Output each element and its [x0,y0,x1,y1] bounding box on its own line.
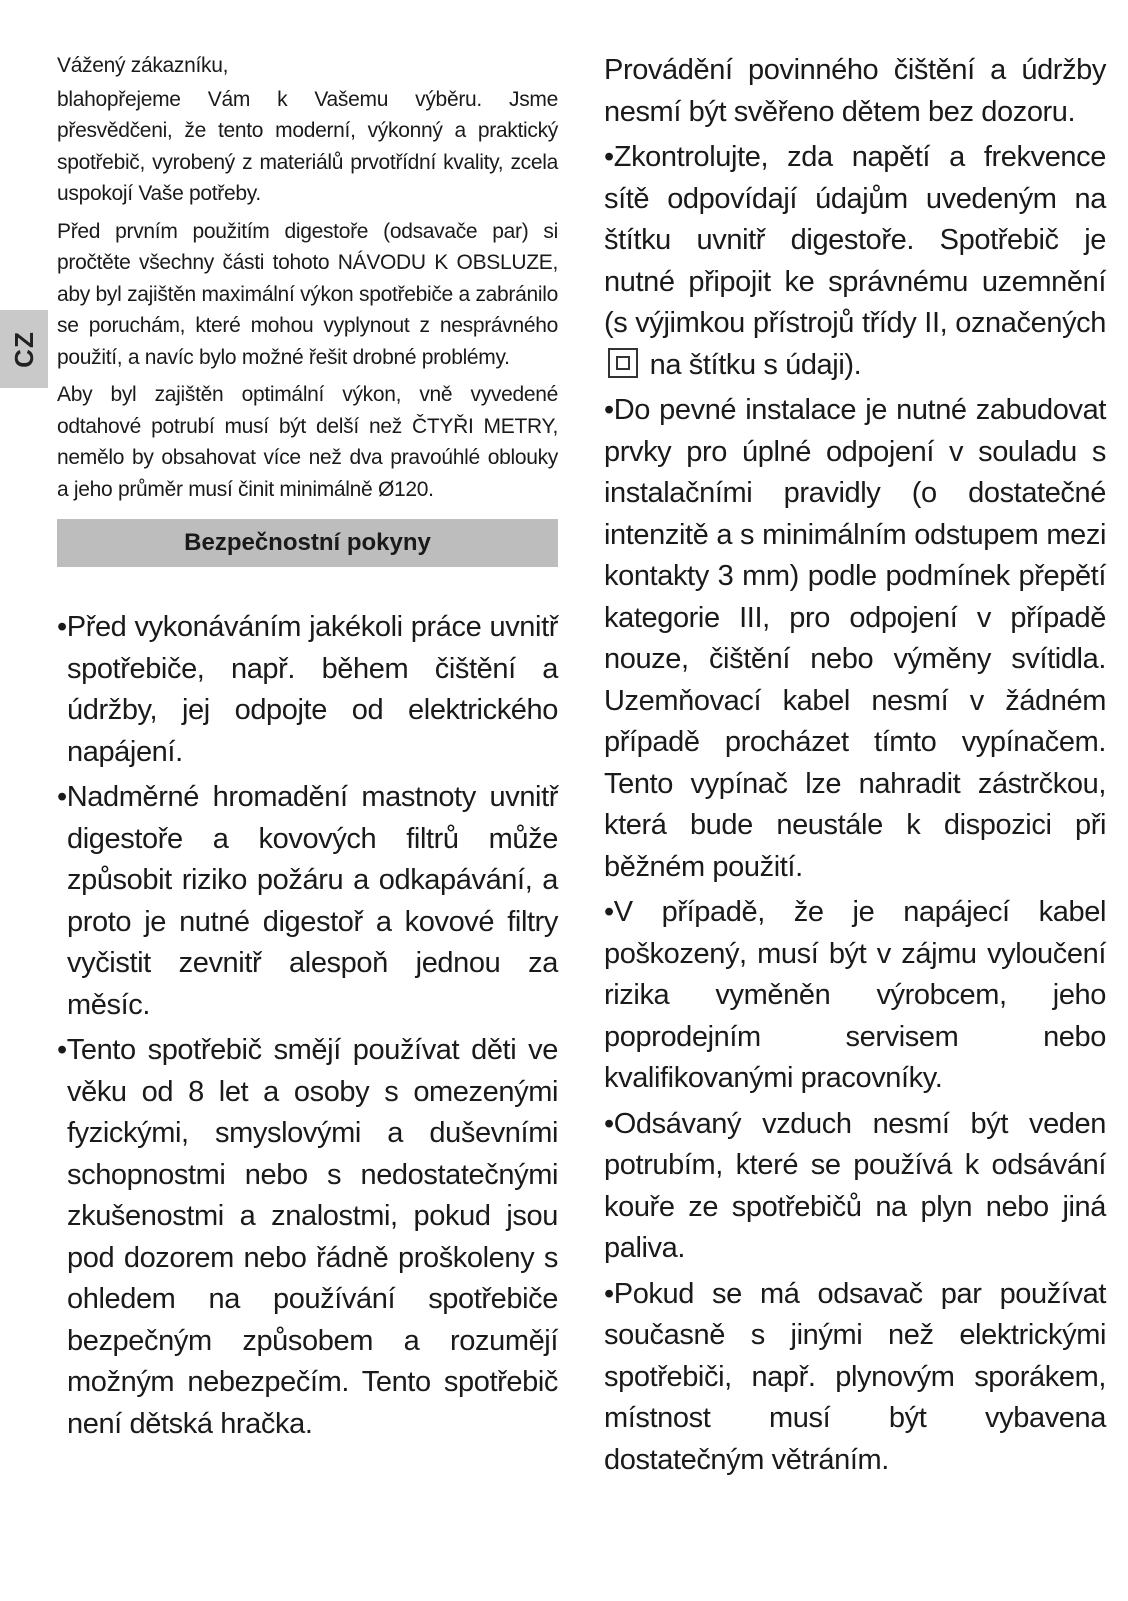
language-tab [0,310,48,388]
language-label: CZ [8,330,39,368]
safety-item-continuation: Provádění povinného čištění a údržby nesmí být svěřeno dětem bez dozoru. [604,54,1106,128]
safety-item [604,137,1106,386]
safety-item: •V případě, že je napájecí kabel poškozený, musí být v zájmu vyloučení rizika vyměněn výrobcem, jeho poprodejním servisem nebo kvalifikovanými pracovníky. [604,896,1106,1094]
intro-paragraph: Před prvním použitím digestoře (odsavače par) si pročtěte všechny části tohoto NÁVODU K OBSLUZE, aby byl zajištěn maximální výkon spotřebiče a zabránilo se poruchám, které mohou vyplynout z nesprávného použití, a navíc bylo možné řešit drobné problémy. [57,219,558,369]
class-ii-double-square-icon [608,348,638,378]
greeting: Vážený zákazníku, [57,54,229,77]
intro-paragraph: Aby byl zajištěn optimální výkon, vně vyvedené odtahové potrubí musí být delší než ČTYŘI METRY, nemělo by obsahovat více než dva pravoúhlé oblouky a jeho průměr musí činit minimálně Ø120. [57,383,558,501]
left-column [57,50,558,1449]
intro [57,50,558,505]
intro-paragraph: blahopřejeme Vám k Vašemu výběru. Jsme přesvědčeni, že tento moderní, výkonný a praktický spotřebič, vyrobený z materiálů prvotřídní kvality, zcela uspokojí Vaše potřeby. [57,87,558,205]
right-column [604,50,1106,1485]
section-header: Bezpečnostní pokyny [57,519,558,567]
safety-item: •Pokud se má odsavač par používat současně s jinými než elektrickými spotřebiči, např. plynovým sporákem, místnost musí být vybavena dostatečným větráním. [604,1277,1106,1476]
safety-item: •Do pevné instalace je nutné zabudovat prvky pro úplné odpojení v souladu s instalačními pravidly (o dostatečné intenzitě a s minimálním odstupem mezi kontakty 3 mm) podle podmínek přepětí kategorie III, pro odpojení v případě nouze, čištění nebo výměny svítidla. Uzemňovací kabel nesmí v žádném případě procházet tímto vypínačem. Tento vypínač lze nahradit zástrčkou, která bude neustále k dispozici při běžném použití. [604,394,1106,883]
safety-item: •Tento spotřebič smějí používat děti ve věku od 8 let a osoby s omezenými fyzickými, smyslovými a duševními schopnostmi nebo s nedostatečnými zkušenostmi a znalostmi, pokud jsou pod dozorem nebo řádně proškoleny s ohledem na používání spotřebiče bezpečným způsobem a rozumějí možným nebezpečím. Tento spotřebič není dětská hračka. [57,1034,558,1440]
voltage-text-end: na štítku s údaji). [649,348,862,381]
safety-item: •Odsávaný vzduch nesmí být veden potrubím, které se používá k odsávání kouře ze spotřebičů na plyn nebo jiná paliva. [604,1107,1106,1264]
voltage-text: •Zkontrolujte, zda napětí a frekvence sítě odpovídají údajům uvedeným na štítku uvnitř digestoře. Spotřebič je nutné připojit ke správnému uzemnění (s výjimkou přístrojů třídy II, označených [604,141,1106,339]
safety-list-left [57,607,558,1445]
safety-item: •Před vykonáváním jakékoli práce uvnitř spotřebiče, např. během čištění a údržby, jej odpojte od elektrického napájení. [57,611,558,768]
safety-item: •Nadměrné hromadění mastnoty uvnitř digestoře a kovových filtrů může způsobit riziko požáru a odkapávání, a proto je nutné digestoř a kovové filtry vyčistit zevnitř alespoň jednou za měsíc. [57,781,558,1021]
